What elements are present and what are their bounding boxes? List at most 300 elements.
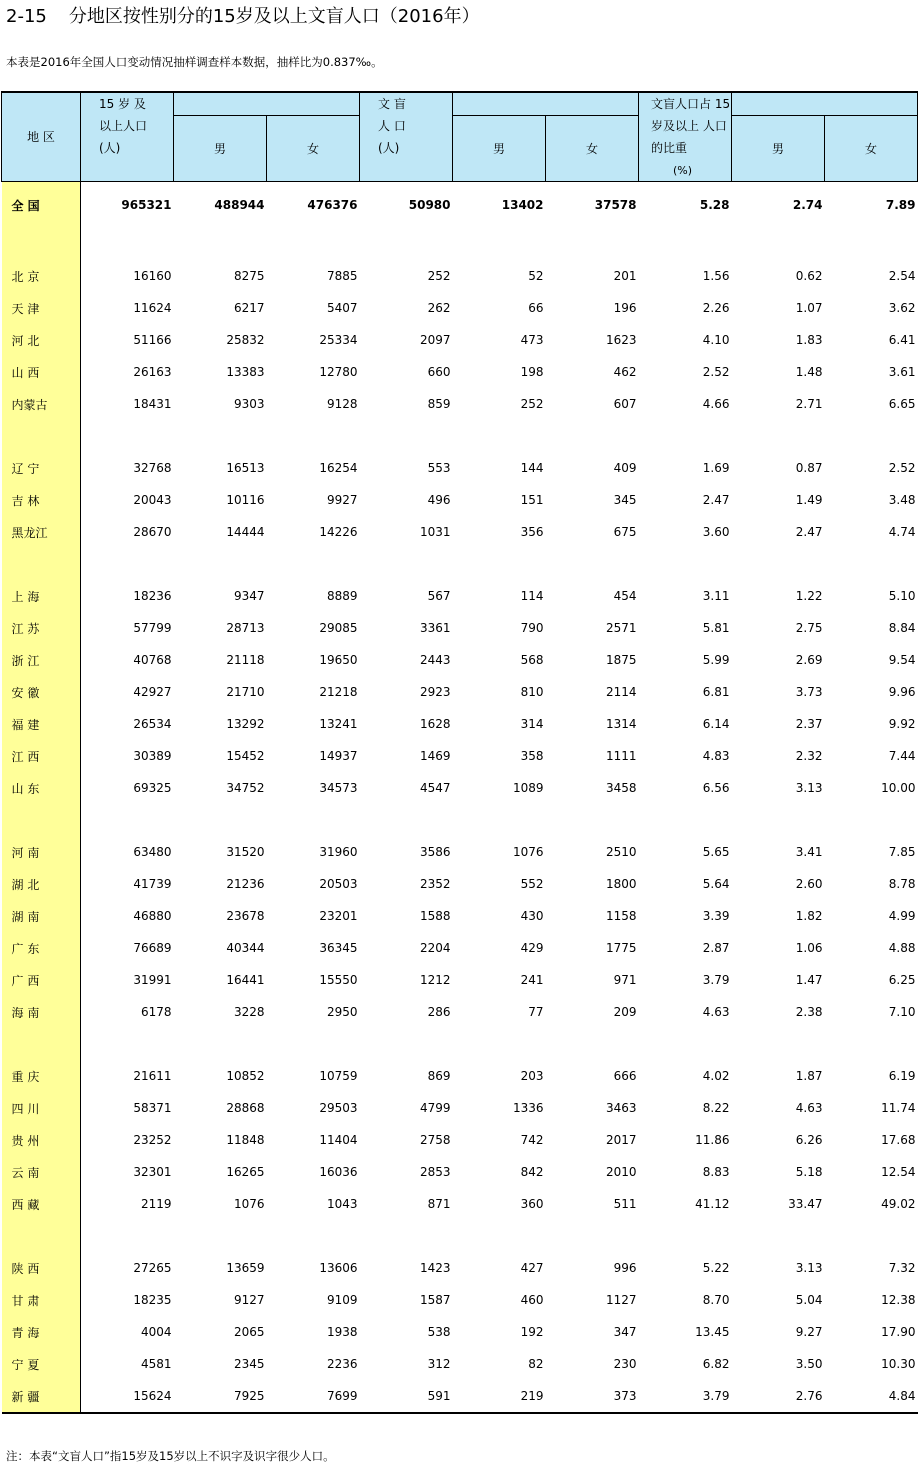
empty-cell (732, 228, 825, 260)
value-cell: 429 (520, 941, 544, 955)
region-cell: 海 南 (2, 996, 81, 1028)
value-cell: 28868 (226, 1101, 265, 1115)
value-cell: 4581 (140, 1357, 172, 1371)
value-cell: 219 (520, 1389, 544, 1403)
empty-cell (732, 1220, 825, 1252)
value-cell: 9128 (326, 397, 358, 411)
value-cell: 29503 (319, 1101, 358, 1115)
value-cell: 6.14 (702, 717, 730, 731)
value-cell: 2097 (419, 333, 451, 347)
header-pop15-spacer (174, 92, 360, 116)
value-cell: 666 (613, 1069, 637, 1083)
value-cell: 1588 (419, 909, 451, 923)
value-cell: 2510 (605, 845, 637, 859)
value-cell: 6.19 (888, 1069, 916, 1083)
value-cell: 3228 (233, 1005, 265, 1019)
value-cell: 8275 (233, 269, 265, 283)
table-row (2, 996, 918, 1028)
table-row (2, 708, 918, 740)
value-cell: 314 (520, 717, 544, 731)
table-row (2, 1188, 918, 1220)
value-cell: 0.87 (795, 461, 823, 475)
header-ratio-spacer (732, 92, 918, 116)
value-cell: 2114 (605, 685, 637, 699)
empty-cell (174, 228, 267, 260)
value-cell: 496 (427, 493, 451, 507)
empty-cell (360, 804, 453, 836)
value-cell: 46880 (133, 909, 172, 923)
value-cell: 871 (427, 1197, 451, 1211)
value-cell: 151 (520, 493, 544, 507)
value-cell: 10.00 (881, 781, 916, 795)
value-cell: 5.10 (888, 589, 916, 603)
value-cell: 11404 (319, 1133, 358, 1147)
empty-cell (267, 804, 360, 836)
value-cell: 19650 (319, 653, 358, 667)
value-cell: 312 (427, 1357, 451, 1371)
value-cell: 7.85 (888, 845, 916, 859)
value-cell: 21236 (226, 877, 265, 891)
value-cell: 241 (520, 973, 544, 987)
value-cell: 23252 (133, 1133, 172, 1147)
value-cell: 8.70 (702, 1293, 730, 1307)
value-cell: 6217 (233, 301, 265, 315)
empty-cell (825, 228, 918, 260)
value-cell: 347 (613, 1325, 637, 1339)
empty-cell (639, 548, 732, 580)
value-cell: 6178 (140, 1005, 172, 1019)
empty-cell (732, 1028, 825, 1060)
value-cell: 2010 (605, 1165, 637, 1179)
header-pop15-female: 女 (267, 116, 360, 182)
region-cell: 全 国 (2, 182, 81, 229)
region-cell: 北 京 (2, 260, 81, 292)
empty-cell (732, 420, 825, 452)
region-cell: 贵 州 (2, 1124, 81, 1156)
header-pop15-male: 男 (174, 116, 267, 182)
table-row (2, 932, 918, 964)
value-cell: 2204 (419, 941, 451, 955)
empty-cell (453, 804, 546, 836)
region-cell: 山 东 (2, 772, 81, 804)
value-cell: 8.78 (888, 877, 916, 891)
value-cell: 1628 (419, 717, 451, 731)
value-cell: 460 (520, 1293, 544, 1307)
value-cell: 4.10 (702, 333, 730, 347)
value-cell: 286 (427, 1005, 451, 1019)
value-cell: 15624 (133, 1389, 172, 1403)
value-cell: 7.32 (888, 1261, 916, 1275)
value-cell: 5.22 (702, 1261, 730, 1275)
value-cell: 3458 (605, 781, 637, 795)
empty-cell (81, 804, 174, 836)
value-cell: 21611 (133, 1069, 172, 1083)
value-cell: 810 (520, 685, 544, 699)
empty-cell (267, 420, 360, 452)
value-cell: 2065 (233, 1325, 265, 1339)
value-cell: 262 (427, 301, 451, 315)
region-cell: 上 海 (2, 580, 81, 612)
region-cell: 宁 夏 (2, 1348, 81, 1380)
empty-cell (360, 1220, 453, 1252)
value-cell: 9.54 (888, 653, 916, 667)
spacer-row (2, 228, 918, 260)
value-cell: 16160 (133, 269, 172, 283)
value-cell: 4.63 (795, 1101, 823, 1115)
value-cell: 2.87 (702, 941, 730, 955)
value-cell: 11624 (133, 301, 172, 315)
value-cell: 21118 (226, 653, 265, 667)
empty-cell (81, 1028, 174, 1060)
region-cell-empty (2, 228, 81, 260)
value-cell: 198 (520, 365, 544, 379)
empty-cell (360, 1028, 453, 1060)
value-cell: 1076 (233, 1197, 265, 1211)
value-cell: 57799 (133, 621, 172, 635)
value-cell: 567 (427, 589, 451, 603)
value-cell: 1775 (605, 941, 637, 955)
value-cell: 20043 (133, 493, 172, 507)
value-cell: 1.22 (795, 589, 823, 603)
value-cell: 2.52 (888, 461, 916, 475)
value-cell: 5407 (326, 301, 358, 315)
value-cell: 18431 (133, 397, 172, 411)
table-row (2, 1252, 918, 1284)
empty-cell (453, 1220, 546, 1252)
value-cell: 2758 (419, 1133, 451, 1147)
value-cell: 2.37 (795, 717, 823, 731)
table-header (2, 92, 918, 182)
value-cell: 13606 (319, 1261, 358, 1275)
table-row (2, 324, 918, 356)
value-cell: 4799 (419, 1101, 451, 1115)
region-cell: 黑龙江 (2, 516, 81, 548)
value-cell: 1.06 (795, 941, 823, 955)
value-cell: 6.25 (888, 973, 916, 987)
value-cell: 2571 (605, 621, 637, 635)
value-cell: 17.90 (881, 1325, 916, 1339)
empty-cell (732, 804, 825, 836)
empty-cell (174, 420, 267, 452)
value-cell: 8.22 (702, 1101, 730, 1115)
value-cell: 15550 (319, 973, 358, 987)
table-title (6, 4, 480, 30)
value-cell: 34752 (226, 781, 265, 795)
value-cell: 675 (613, 525, 637, 539)
value-cell: 50980 (408, 198, 451, 212)
value-cell: 1089 (512, 781, 544, 795)
value-cell: 5.65 (702, 845, 730, 859)
table-body (2, 182, 918, 1414)
value-cell: 29085 (319, 621, 358, 635)
empty-cell (825, 804, 918, 836)
value-cell: 40768 (133, 653, 172, 667)
value-cell: 4.83 (702, 749, 730, 763)
table-row (2, 836, 918, 868)
value-cell: 3.48 (888, 493, 916, 507)
value-cell: 13383 (226, 365, 265, 379)
value-cell: 1031 (419, 525, 451, 539)
value-cell: 8.84 (888, 621, 916, 635)
value-cell: 4547 (419, 781, 451, 795)
value-cell: 2236 (326, 1357, 358, 1371)
empty-cell (453, 1028, 546, 1060)
value-cell: 607 (613, 397, 637, 411)
region-cell: 浙 江 (2, 644, 81, 676)
value-cell: 28713 (226, 621, 265, 635)
region-cell: 江 苏 (2, 612, 81, 644)
empty-cell (174, 1220, 267, 1252)
value-cell: 4.74 (888, 525, 916, 539)
value-cell: 358 (520, 749, 544, 763)
spacer-row (2, 1220, 918, 1252)
value-cell: 31960 (319, 845, 358, 859)
empty-cell (81, 1220, 174, 1252)
value-cell: 1587 (419, 1293, 451, 1307)
region-cell: 河 北 (2, 324, 81, 356)
value-cell: 10759 (319, 1069, 358, 1083)
value-cell: 12.38 (881, 1293, 916, 1307)
region-cell: 西 藏 (2, 1188, 81, 1220)
value-cell: 1158 (605, 909, 637, 923)
data-table (1, 91, 918, 1414)
header-ratio-male: 男 (732, 116, 825, 182)
region-cell: 云 南 (2, 1156, 81, 1188)
empty-cell (546, 1220, 639, 1252)
header-ratio-female: 女 (825, 116, 918, 182)
value-cell: 63480 (133, 845, 172, 859)
region-cell: 辽 宁 (2, 452, 81, 484)
value-cell: 4004 (140, 1325, 172, 1339)
value-cell: 2923 (419, 685, 451, 699)
value-cell: 1.07 (795, 301, 823, 315)
empty-cell (639, 1220, 732, 1252)
value-cell: 1336 (512, 1101, 544, 1115)
table-row (2, 676, 918, 708)
value-cell: 40344 (226, 941, 265, 955)
value-cell: 3.73 (795, 685, 823, 699)
empty-cell (639, 1028, 732, 1060)
value-cell: 25334 (319, 333, 358, 347)
value-cell: 11.86 (695, 1133, 730, 1147)
header-illit-line2: 人 口 (378, 119, 406, 133)
value-cell: 2.32 (795, 749, 823, 763)
value-cell: 538 (427, 1325, 451, 1339)
empty-cell (453, 420, 546, 452)
empty-cell (546, 228, 639, 260)
value-cell: 4.99 (888, 909, 916, 923)
value-cell: 21710 (226, 685, 265, 699)
value-cell: 454 (613, 589, 637, 603)
value-cell: 13659 (226, 1261, 265, 1275)
value-cell: 11.74 (881, 1101, 916, 1115)
value-cell: 5.18 (795, 1165, 823, 1179)
value-cell: 30389 (133, 749, 172, 763)
header-ratio-line4: (%) (673, 164, 693, 177)
spacer-row (2, 548, 918, 580)
value-cell: 2443 (419, 653, 451, 667)
table-row (2, 1124, 918, 1156)
value-cell: 1.69 (702, 461, 730, 475)
empty-cell (360, 548, 453, 580)
value-cell: 790 (520, 621, 544, 635)
value-cell: 511 (613, 1197, 637, 1211)
value-cell: 1212 (419, 973, 451, 987)
empty-cell (267, 228, 360, 260)
region-cell: 湖 北 (2, 868, 81, 900)
region-cell: 广 西 (2, 964, 81, 996)
value-cell: 58371 (133, 1101, 172, 1115)
spacer-row (2, 804, 918, 836)
value-cell: 427 (520, 1261, 544, 1275)
value-cell: 14444 (226, 525, 265, 539)
value-cell: 14937 (319, 749, 358, 763)
value-cell: 41.12 (695, 1197, 730, 1211)
value-cell: 26163 (133, 365, 172, 379)
value-cell: 9127 (233, 1293, 265, 1307)
value-cell: 373 (613, 1389, 637, 1403)
empty-cell (81, 420, 174, 452)
value-cell: 23678 (226, 909, 265, 923)
value-cell: 31991 (133, 973, 172, 987)
value-cell: 4.66 (702, 397, 730, 411)
empty-cell (546, 420, 639, 452)
value-cell: 16036 (319, 1165, 358, 1179)
value-cell: 13292 (226, 717, 265, 731)
header-pop15-line1: 15 岁 及 (99, 97, 146, 111)
value-cell: 2.52 (702, 365, 730, 379)
value-cell: 17.68 (881, 1133, 916, 1147)
value-cell: 360 (520, 1197, 544, 1211)
value-cell: 201 (613, 269, 637, 283)
empty-cell (360, 228, 453, 260)
value-cell: 20503 (319, 877, 358, 891)
value-cell: 6.26 (795, 1133, 823, 1147)
header-ratio-line3: 人口的比重 (651, 119, 727, 155)
region-cell-empty (2, 1220, 81, 1252)
value-cell: 16513 (226, 461, 265, 475)
empty-cell (639, 420, 732, 452)
value-cell: 462 (613, 365, 637, 379)
table-footnote: 注：本表“文盲人口”指15岁及15岁以上不识字及识字很少人口。 (6, 1449, 335, 1463)
header-illit-line1: 文 盲 (378, 97, 406, 111)
value-cell: 4.02 (702, 1069, 730, 1083)
value-cell: 3.11 (702, 589, 730, 603)
value-cell: 6.82 (702, 1357, 730, 1371)
table-row (2, 356, 918, 388)
value-cell: 5.04 (795, 1293, 823, 1307)
empty-cell (174, 804, 267, 836)
value-cell: 41739 (133, 877, 172, 891)
value-cell: 31520 (226, 845, 265, 859)
value-cell: 1.47 (795, 973, 823, 987)
table-row (2, 772, 918, 804)
value-cell: 16254 (319, 461, 358, 475)
value-cell: 568 (520, 653, 544, 667)
value-cell: 660 (427, 365, 451, 379)
value-cell: 7699 (326, 1389, 358, 1403)
value-cell: 7.89 (885, 198, 916, 212)
value-cell: 1.87 (795, 1069, 823, 1083)
value-cell: 1.49 (795, 493, 823, 507)
value-cell: 16441 (226, 973, 265, 987)
value-cell: 4.84 (888, 1389, 916, 1403)
value-cell: 2.26 (702, 301, 730, 315)
region-cell: 天 津 (2, 292, 81, 324)
value-cell: 9.27 (795, 1325, 823, 1339)
table-title-text: 分地区按性别分的15岁及以上文盲人口（2016年） (68, 6, 480, 27)
value-cell: 1.82 (795, 909, 823, 923)
value-cell: 14226 (319, 525, 358, 539)
value-cell: 13241 (319, 717, 358, 731)
value-cell: 11848 (226, 1133, 265, 1147)
value-cell: 3.61 (888, 365, 916, 379)
header-pop15 (81, 92, 174, 182)
value-cell: 10116 (226, 493, 265, 507)
header-pop15-line3: (人) (99, 141, 121, 155)
region-cell: 青 海 (2, 1316, 81, 1348)
value-cell: 18236 (133, 589, 172, 603)
value-cell: 6.65 (888, 397, 916, 411)
value-cell: 16265 (226, 1165, 265, 1179)
value-cell: 32301 (133, 1165, 172, 1179)
table-row (2, 1092, 918, 1124)
value-cell: 69325 (133, 781, 172, 795)
value-cell: 33.47 (788, 1197, 823, 1211)
region-cell: 四 川 (2, 1092, 81, 1124)
empty-cell (825, 420, 918, 452)
region-cell-empty (2, 420, 81, 452)
value-cell: 430 (520, 909, 544, 923)
value-cell: 3.41 (795, 845, 823, 859)
value-cell: 3361 (419, 621, 451, 635)
table-row (2, 580, 918, 612)
region-cell-empty (2, 804, 81, 836)
table-row (2, 388, 918, 420)
value-cell: 4.88 (888, 941, 916, 955)
header-ratio (639, 92, 732, 182)
header-illit-female: 女 (546, 116, 639, 182)
value-cell: 0.62 (795, 269, 823, 283)
value-cell: 9347 (233, 589, 265, 603)
value-cell: 7.10 (888, 1005, 916, 1019)
value-cell: 3.13 (795, 781, 823, 795)
value-cell: 3.39 (702, 909, 730, 923)
value-cell: 1800 (605, 877, 637, 891)
region-cell: 重 庆 (2, 1060, 81, 1092)
value-cell: 10.30 (881, 1357, 916, 1371)
value-cell: 3.79 (702, 1389, 730, 1403)
empty-cell (174, 1028, 267, 1060)
table-row (2, 964, 918, 996)
value-cell: 3463 (605, 1101, 637, 1115)
header-illit-male: 男 (453, 116, 546, 182)
empty-cell (453, 548, 546, 580)
table-row (2, 1380, 918, 1413)
value-cell: 9927 (326, 493, 358, 507)
table-row (2, 1156, 918, 1188)
value-cell: 1623 (605, 333, 637, 347)
empty-cell (825, 548, 918, 580)
value-cell: 42927 (133, 685, 172, 699)
value-cell: 553 (427, 461, 451, 475)
empty-cell (546, 1028, 639, 1060)
value-cell: 34573 (319, 781, 358, 795)
header-pop15-line2: 以上人口 (99, 119, 148, 133)
table-row (2, 516, 918, 548)
value-cell: 2950 (326, 1005, 358, 1019)
value-cell: 13.45 (695, 1325, 730, 1339)
